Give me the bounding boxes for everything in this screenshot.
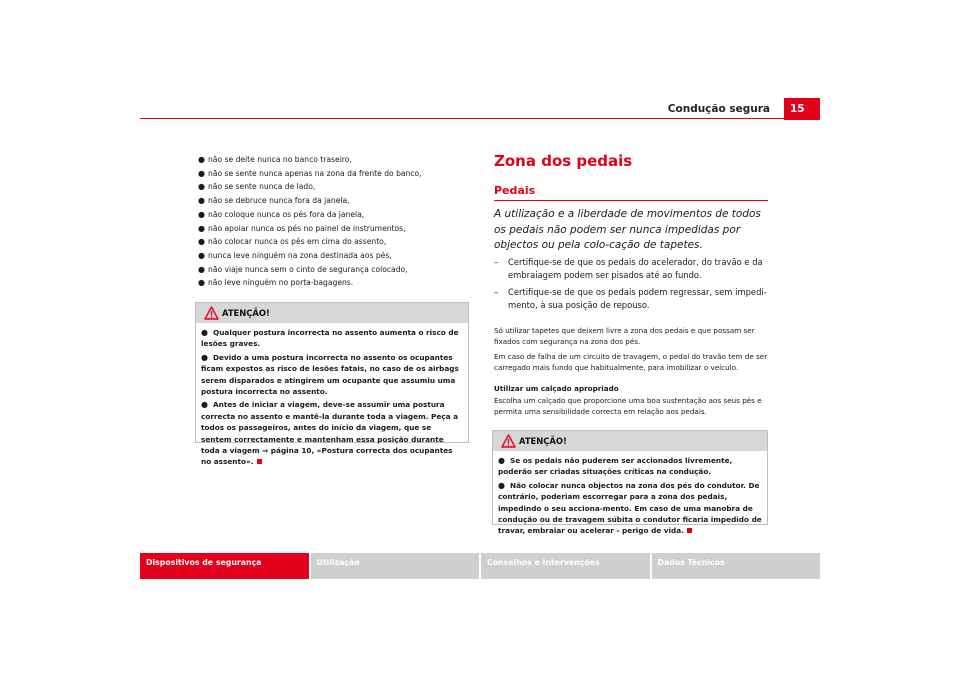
section-title: Zona dos pedais: [494, 152, 633, 170]
warning-item: ● Qualquer postura incorrecta no assento aumenta o risco de lesões graves.: [201, 328, 459, 349]
list-item: ● não apoiar nunca os pés no painel de instrumentos,: [198, 222, 478, 236]
bullet-dot-icon: ●: [498, 456, 505, 465]
warning-triangle-icon: [204, 306, 219, 320]
bullet-dot-icon: ●: [201, 400, 208, 410]
step-dash: –: [494, 287, 499, 298]
list-item: ● não se deite nunca no banco traseiro,: [198, 153, 478, 167]
list-item: ● não viaje nunca sem o cinto de segurança colocado,: [198, 263, 478, 277]
page-number: 15: [784, 98, 820, 120]
bullet-dot-icon: ●: [198, 196, 205, 206]
paragraph-heading-footwear: Utilizar um calçado apropriado: [494, 384, 619, 393]
bullet-dot-icon: ●: [198, 168, 205, 178]
warning-body: [493, 451, 767, 543]
list-item: ● não se sente nunca de lado,: [198, 180, 478, 194]
bullet-dot-icon: ●: [498, 480, 505, 490]
intro-text: A utilização e a liberdade de movimentos de todos os pedais não podem ser nunca impedidas por objectos ou pela colo-cação de tapetes.: [494, 208, 761, 251]
bullet-dot-icon: ●: [198, 278, 205, 288]
warning-header: [493, 431, 767, 451]
bullet-dot-icon: ●: [198, 250, 205, 260]
paragraph-brake-failure: Em caso de falha de um circuito de travagem, o pedal do travão tem de ser carregado mais fundo que habitualmente, para imobilizar o veículo.: [494, 352, 768, 373]
list-item: ● não leve ninguém no porta-bagagens.: [198, 276, 478, 290]
bullet-dot-icon: ●: [201, 328, 208, 337]
warning-triangle-icon: [501, 434, 516, 448]
bullet-dot-icon: ●: [198, 237, 205, 247]
list-item: ● não coloque nunca os pés fora da janela,: [198, 208, 478, 222]
warning-title: ATENÇÃO!: [222, 308, 270, 318]
warning-body: [196, 323, 468, 474]
header-rule: [140, 118, 784, 119]
warning-item: ● Não colocar nunca objectos na zona dos pés do condutor. De contrário, poderiam escorregar para a zona dos pedais, impedindo o seu acciona-mento. Em caso de uma manobra de condução ou de travagem súbita o condutor ficaria impedido de travar, embraiar ou acelerar - perigo de vida.: [498, 480, 762, 536]
bullet-dot-icon: ●: [198, 182, 205, 192]
warning-item: ● Devido a uma postura incorrecta no assento os ocupantes ficam expostos as risco de lesões fatais, no caso de os airbags serem disparados e atingirem um ocupante que assumiu uma postura incorrecta no assento.: [201, 352, 459, 397]
bullet-dot-icon: ●: [198, 223, 205, 233]
warning-item: ● Antes de iniciar a viagem, deve-se assumir uma postura correcta no assento e mantê-la durante toda a viagem. Peça a todos os passageiros, antes do início da viagem, que se sentem correctamente e mantenham essa posição durante toda a viagem ⇒ página 10, «Postura correcta dos ocupantes no assento».: [201, 400, 458, 467]
paragraph-footwear: Escolha um calçado que proporcione uma boa sustentação aos seus pés e permita uma sensibilidade correcta em relação aos pedais.: [494, 396, 762, 417]
subsection-rule: [494, 200, 768, 201]
page-header-title: Condução segura: [667, 103, 770, 115]
list-item: ● não colocar nunca os pés em cima do assento,: [198, 235, 478, 249]
end-square-icon: [687, 528, 692, 533]
tab-conselhos-e-intervencoes[interactable]: Conselhos e Intervenções: [481, 553, 650, 579]
warning-box-posture: [195, 302, 469, 467]
paragraph-mats: Só utilizar tapetes que deixem livre a zona dos pedais e que possam ser fixados com segurança na zona dos pés.: [494, 326, 755, 347]
instruction-steps: [494, 256, 770, 317]
step-dash: –: [494, 257, 499, 267]
posture-bullet-list: [198, 153, 478, 290]
list-item: ● não se sente nunca apenas na zona da frente do banco,: [198, 167, 478, 181]
footer-nav: [140, 553, 820, 579]
list-item: ● não se debruce nunca fora da janela,: [198, 194, 478, 208]
list-item: ● nunca leve ninguém na zona destinada aos pés,: [198, 249, 478, 263]
bullet-dot-icon: ●: [198, 209, 205, 219]
list-item: – Certifique-se de que os pedais podem regressar, sem impedi-mento, à sua posição de repouso.: [494, 287, 767, 311]
subsection-title: Pedais: [494, 184, 536, 197]
bullet-dot-icon: ●: [201, 352, 208, 362]
tab-dados-tecnicos[interactable]: Dados Técnicos: [652, 553, 821, 579]
tab-dispositivos-de-seguranca[interactable]: Dispositivos de segurança: [140, 553, 309, 579]
warning-header: [196, 303, 468, 323]
bullet-dot-icon: ●: [198, 264, 205, 274]
warning-title: ATENÇÃO!: [519, 436, 567, 446]
end-square-icon: [257, 459, 262, 464]
bullet-dot-icon: ●: [198, 155, 205, 164]
warning-box-pedals: [492, 430, 768, 536]
warning-item: ● Se os pedais não puderem ser accionados livremente, poderão ser criadas situações críticas na condução.: [498, 456, 733, 477]
list-item: – Certifique-se de que os pedais do acelerador, do travão e da embraiagem podem ser pisados até ao fundo.: [494, 257, 763, 280]
tab-utilizacao[interactable]: Utilização: [311, 553, 480, 579]
